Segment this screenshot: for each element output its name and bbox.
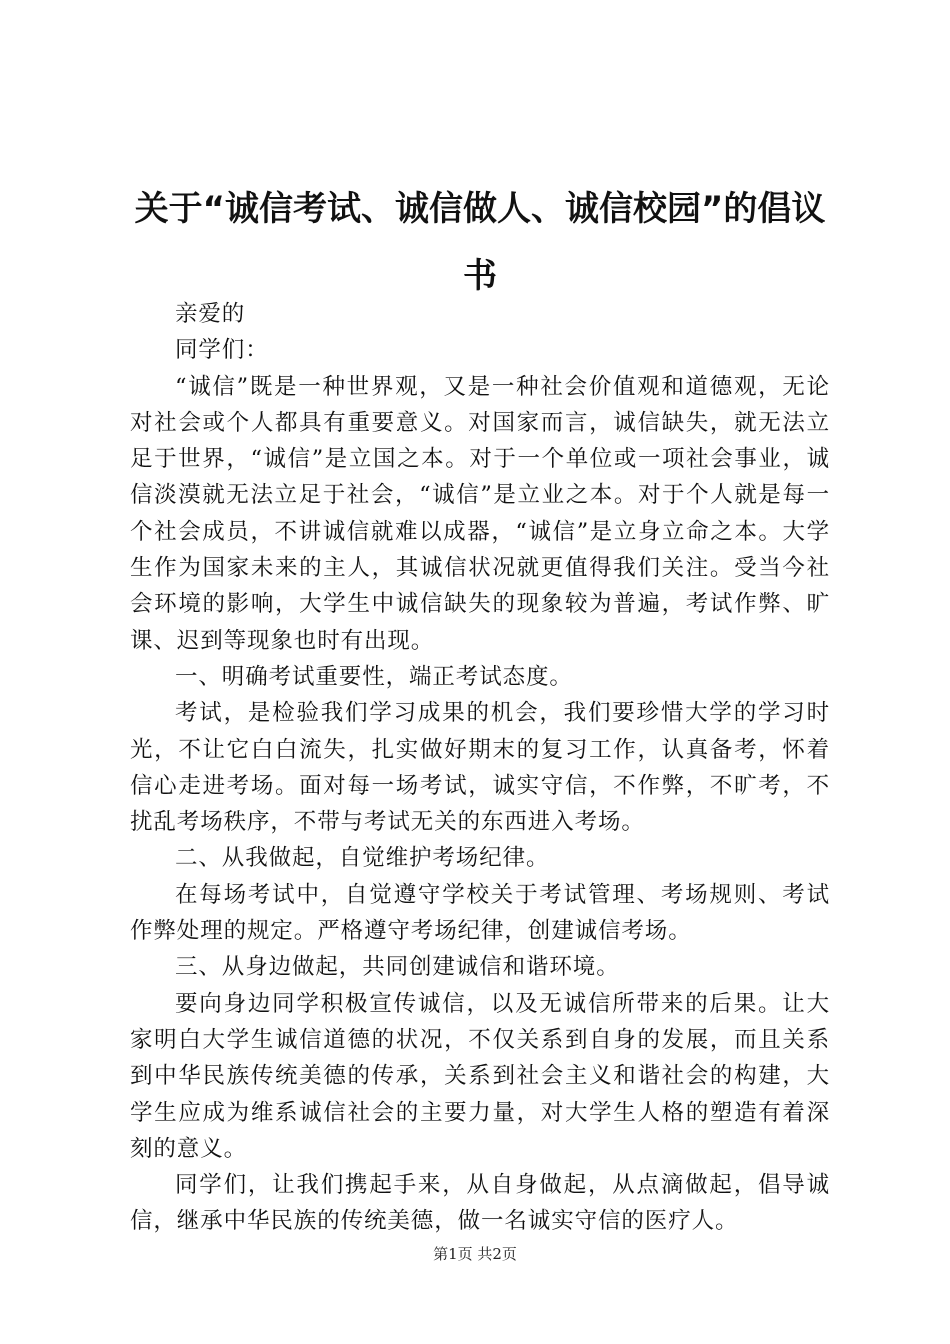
body-paragraph: “诚信”既是一种世界观，又是一种社会价值观和道德观，无论对社会或个人都具有重要意义。对国家而言，诚信缺失，就无法立足于世界，“诚信”是立国之本。对于一个单位或一项社会事业，诚信淡漠就无法立足于社会，“诚信”是立业之本。对于个人就是每一个社会成员，不讲诚信就难以成器，“诚信”是立身立命之本。大学生作为国家未来的主人，其诚信状况就更值得我们关注。受当今社会环境的影响，大学生中诚信缺失的现象较为普遍，考试作弊、旷课、迟到等现象也时有出现。 — [130, 373, 830, 654]
document-body — [130, 296, 830, 1240]
document-page — [130, 0, 830, 1344]
section-heading: 三、从身边做起，共同创建诚信和谐环境。 — [175, 954, 620, 981]
body-paragraph: 考试，是检验我们学习成果的机会，我们要珍惜大学的学习时光，不让它白白流失，扎实做好期末的复习工作，认真备考，怀着信心走进考场。面对每一场考试，诚实守信，不作弊，不旷考，不扰乱考场秩序，不带与考试无关的东西进入考场。 — [130, 700, 830, 836]
document-title: 关于“诚信考试、诚信做人、诚信校园”的倡议书 — [134, 189, 826, 296]
body-paragraph: 要向身边同学积极宣传诚信，以及无诚信所带来的后果。让大家明白大学生诚信道德的状况，不仅关系到自身的发展，而且关系到中华民族传统美德的传承，关系到社会主义和谐社会的构建，大学生应成为维系诚信社会的主要力量，对大学生人格的塑造有着深刻的意义。 — [130, 990, 830, 1162]
section-heading: 二、从我做起，自觉维护考场纪律。 — [175, 845, 550, 872]
page-indicator: 第1页 共2页 — [433, 1245, 517, 1263]
body-paragraph: 在每场考试中，自觉遵守学校关于考试管理、考场规则、考试作弊处理的规定。严格遵守考场纪律，创建诚信考场。 — [130, 881, 830, 945]
salutation-line: 亲爱的 — [175, 301, 246, 327]
salutation-line: 同学们： — [175, 337, 269, 364]
closing-paragraph: 同学们，让我们携起手来，从自身做起，从点滴做起，倡导诚信，继承中华民族的传统美德，做一名诚实守信的医疗人。 — [130, 1172, 830, 1235]
section-heading: 一、明确考试重要性，端正考试态度。 — [175, 663, 573, 690]
